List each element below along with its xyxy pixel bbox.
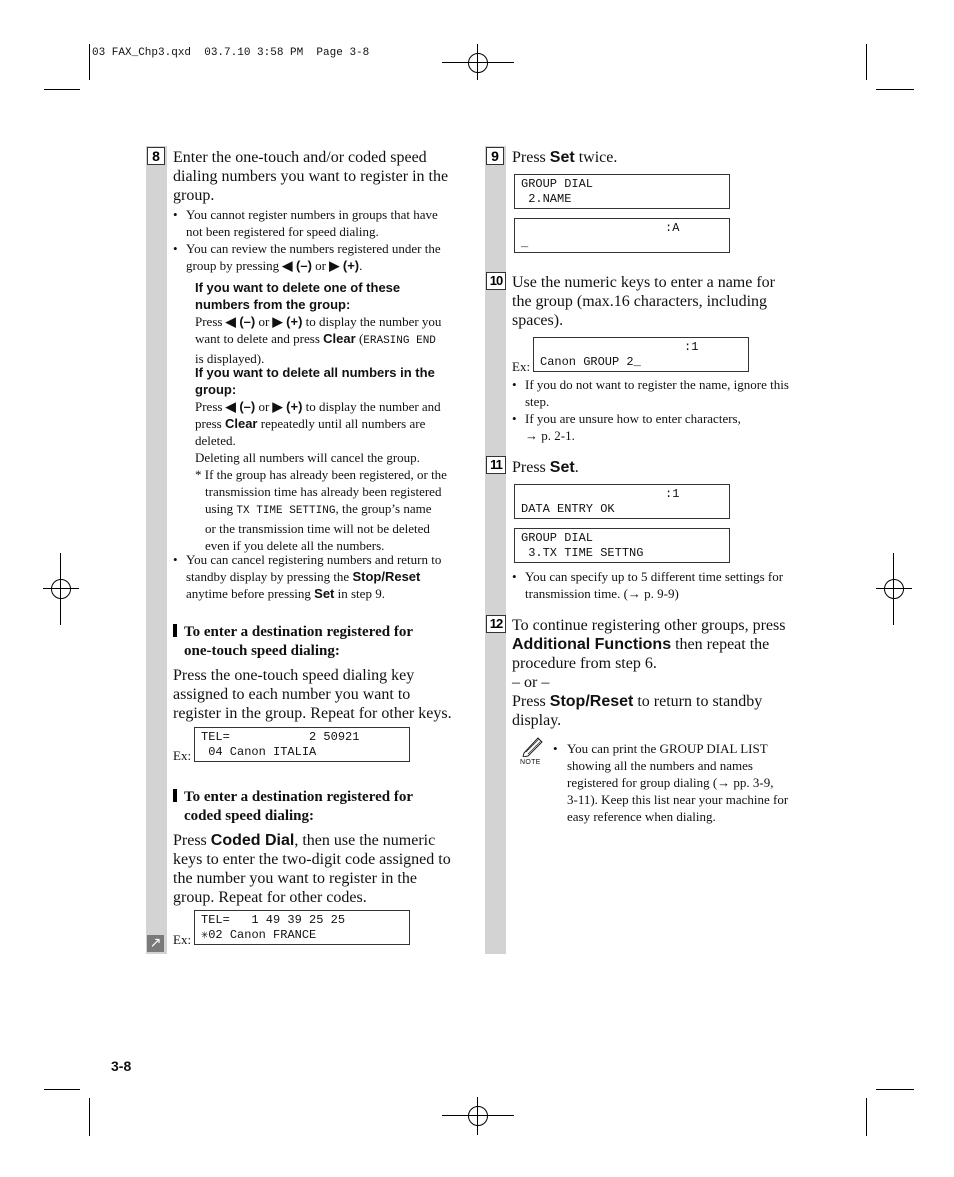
- step-8-instruction: Enter the one-touch and/or coded speed dialing numbers you want to register in the group.: [173, 149, 449, 204]
- step-number-9: 9: [486, 147, 504, 165]
- crop-mark: [89, 44, 90, 80]
- crop-mark: [866, 44, 867, 80]
- lcd-display: GROUP DIAL 2.NAME: [514, 174, 730, 209]
- crop-mark: [44, 89, 80, 90]
- coded-text: Press Coded Dial, then use the numeric keys to enter the two-digit code assigned to the number you want to register in the group. Repeat for other codes.: [173, 832, 451, 906]
- step-sidebar-right: [485, 146, 506, 954]
- subheading-delete-one: If you want to delete one of these numbers from the group:: [195, 280, 401, 312]
- delete-all-text: Press ◀ (–) or ▶ (+) to display the number and press Clear repeatedly until all numbers are deleted. Deleting all numbers will cancel the group.: [195, 399, 441, 465]
- lcd-display: :1 Canon GROUP 2_: [533, 337, 749, 372]
- step-10-instruction: Use the numeric keys to enter a name for the group (max.16 characters, including spaces).: [512, 274, 776, 329]
- example-label: Ex:: [512, 359, 531, 374]
- continued-arrow-icon: ↗: [147, 935, 164, 952]
- step-9-instruction: Press Set twice.: [512, 149, 618, 166]
- note-label: NOTE: [520, 759, 541, 766]
- footnote-group-registered: * If the group has already been registered, or the transmission time has already been registered using TX TIME SETTING, the group’s name or the transmission time will not be deleted even if you delete all the numbers.: [195, 467, 447, 553]
- delete-one-text: Press ◀ (–) or ▶ (+) to display the number you want to delete and press Clear (ERASING END is displayed).: [195, 314, 442, 366]
- crop-mark: [89, 1098, 90, 1136]
- print-slug: 03 FAX_Chp3.qxd 03.7.10 3:58 PM Page 3-8: [92, 47, 370, 59]
- bullet-list: • You can specify up to 5 different time settings for transmission time. (→ p. 9-9): [512, 569, 784, 601]
- note-text: • You can print the GROUP DIAL LIST showing all the numbers and names registered for group dialing (→ pp. 3-9, 3-11). Keep this list near your machine for easy reference when dialing.: [553, 741, 789, 824]
- heading-one-touch: To enter a destination registered for one-touch speed dialing:: [173, 623, 473, 661]
- bullet-cancel: • You can cancel registering numbers and return to standby display by pressing the Stop/Reset anytime before pressing Set in step 9.: [173, 552, 442, 601]
- lcd-display: :A _: [514, 218, 730, 253]
- subheading-delete-all: If you want to delete all numbers in the group:: [195, 365, 435, 397]
- step-11-instruction: Press Set.: [512, 459, 579, 476]
- example-label: Ex:: [173, 932, 192, 947]
- example-label: Ex:: [173, 748, 192, 763]
- page-number: 3-8: [111, 1058, 132, 1074]
- lcd-display: TEL= 2 50921 04 Canon ITALIA: [194, 727, 410, 762]
- step-number-8: 8: [147, 147, 165, 165]
- lcd-display: :1 DATA ENTRY OK: [514, 484, 730, 519]
- bullet-list: • If you do not want to register the name, ignore this step. • If you are unsure how to enter characters, → p. 2-1.: [512, 377, 789, 443]
- step-sidebar-left: [146, 146, 167, 954]
- crop-mark: [44, 1089, 80, 1090]
- one-touch-text: Press the one-touch speed dialing key assigned to each number you want to register in the group. Repeat for other keys.: [173, 667, 452, 722]
- step-number-11: 11: [486, 456, 506, 474]
- lcd-display: TEL= 1 49 39 25 25 ✳02 Canon FRANCE: [194, 910, 410, 945]
- step-number-10: 10: [486, 272, 506, 290]
- step-number-12: 12: [486, 615, 506, 633]
- bullet-list: • You cannot register numbers in groups that have not been registered for speed dialing. • You can review the numbers registered under the group by pressing ◀ (–) or ▶ (+).: [173, 207, 441, 273]
- crop-mark: [866, 1098, 867, 1136]
- crop-mark: [876, 1089, 914, 1090]
- heading-coded: To enter a destination registered for coded speed dialing:: [173, 788, 473, 826]
- lcd-display: GROUP DIAL 3.TX TIME SETTNG: [514, 528, 730, 563]
- note-pencil-icon: [518, 735, 546, 757]
- crop-mark: [876, 89, 914, 90]
- step-12-instruction: To continue registering other groups, press Additional Functions then repeat the procedure from step 6. – or – Press Stop/Reset to return to standby display.: [512, 617, 786, 729]
